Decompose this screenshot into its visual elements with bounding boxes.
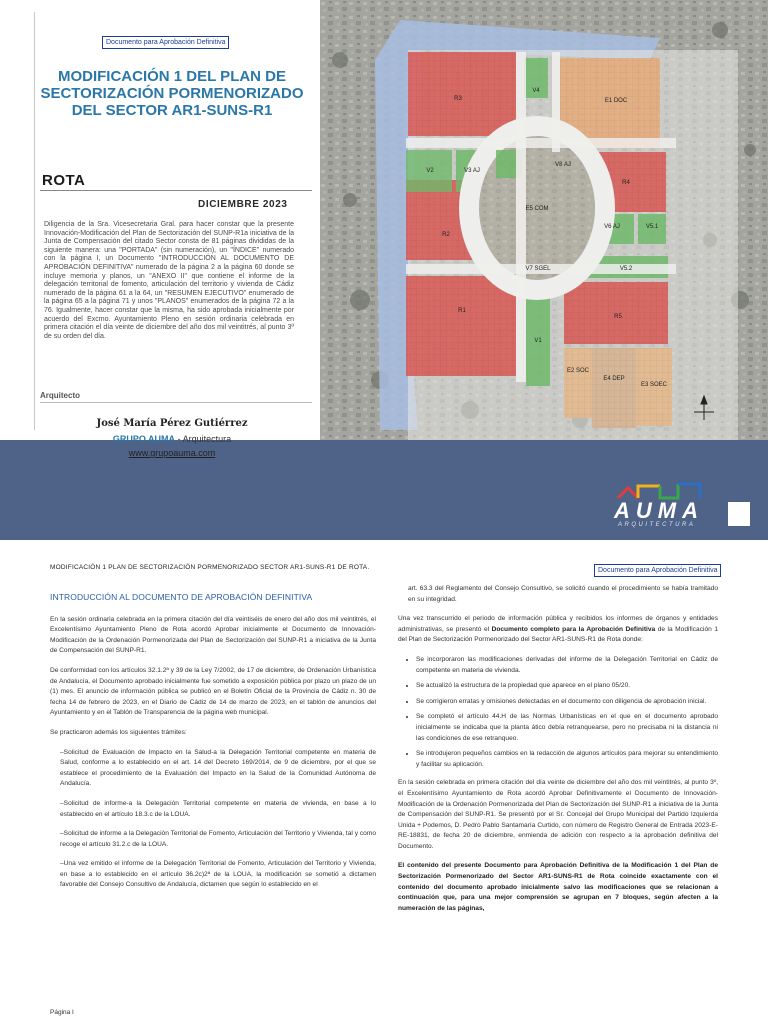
- map-label-v52: V5.2: [619, 266, 633, 272]
- map-label-r3: R3: [454, 96, 462, 102]
- procedure-item: –Una vez emitido el informe de la Delegación Territorial de Fomento, Articulación del Territorio y Vivienda, en base a lo establecido en el artículo 36.2c)2ª de la LOUA, la modificación se sometió a dictamen favorable del Consejo Consultivo de Andalucía, dictamen que según lo establecido en el: [60, 860, 376, 889]
- auma-logo: [604, 478, 714, 526]
- architect-divider: [40, 402, 312, 403]
- website-link[interactable]: www.grupoauma.com: [128, 448, 216, 458]
- introduction-page: [0, 552, 768, 1024]
- changes-list: [398, 655, 718, 770]
- architect-name: José María Pérez Gutiérrez: [96, 418, 248, 429]
- map-label-v4: V4: [532, 88, 540, 94]
- paragraph: art. 63.3 del Reglamento del Consejo Consultivo, se solicitó cuando el procedimiento se había tramitado en su integridad.: [408, 585, 718, 603]
- map-label-e5: E5 COM: [525, 206, 549, 212]
- sector-plan-map: [320, 0, 768, 440]
- title-divider: [40, 190, 312, 191]
- group-role: - Arquitectura: [175, 434, 232, 444]
- text-run: Una vez transcurrido el periodo de información pública y recibidos los informes de órganos y entidades administrativas, se presentó el: [398, 615, 718, 633]
- cover-vertical-rule: [34, 12, 35, 430]
- document-title: MODIFICACIÓN 1 DEL PLAN DE SECTORIZACIÓN PORMENORIZADO DEL SECTOR AR1-SUNS-R1: [40, 68, 304, 119]
- paragraph: [398, 614, 718, 646]
- page-header: MODIFICACIÓN 1 PLAN DE SECTORIZACIÓN PORMENORIZADO SECTOR AR1-SUNS-R1 DE ROTA.: [50, 564, 370, 571]
- cover-text-panel: [0, 0, 320, 440]
- approval-stamp-page2: Documento para Aprobación Definitiva: [594, 564, 721, 577]
- map-label-r4: R4: [622, 180, 630, 186]
- diligence-text: Diligencia de la Sra. Vicesecretaria Gral. para hacer constar que la presente Innovación-Modificación del Plan de Sectorización del SUNP-R1a iniciativa de la Junta de Compensación del citado Sector consta de 81 páginas divididas de la siguiente manera: una "PORTADA" (sin numeración), un "ÍNDICE" numerado con la página I, un Documento "INTRODUCCIÓN AL DOCUMENTO DE APROBACIÓN DEFINITIVA" numerado de la página 2 a la página 60 donde se incluye memoria y planos, un "ANEXO II" que contiene el informe de la delegación territorial de fomento, articulación del territorio y vivienda de Cádiz numerado de la página 61 a la 64, un "RESUMEN EJECUTIVO" enumerado de la página 65 a la página 71 y unos "PLANOS" enumerados de la página 72 a la 76. Igualmente, hacer constar que la misma, ha sido aprobada inicialmente por acuerdo del Excmo. Ayuntamiento Pleno en sesión ordinaria celebrada en primera citación el día veinte de diciembre del año dos mil veintitrés, al punto 3º de su orden del día.: [44, 221, 294, 340]
- list-item: • Se actualizó la estructura de la propiedad que aparece en el plano 05/20.: [416, 681, 718, 692]
- architect-label: Arquitecto: [40, 391, 80, 400]
- procedure-item: –Solicitud de Evaluación de Impacto en la Salud-a la Delegación Territorial competente en materia de Salud, conforme a lo establecido en el art. 14 del Decreto 169/2014, de 9 de diciembre, por el que se establece el procedimiento de la Evaluación del Impacto en la Salud de la Comunidad Autónoma de Andalucía.: [60, 748, 376, 788]
- right-column: [398, 584, 718, 923]
- text-run: de la Modificación 1 del Plan de Sectorización Pormenorizado del Sector AR1-SUNS-R1 de Rota donde:: [398, 625, 718, 644]
- paragraph: Se practicaron además los siguientes trámites:: [50, 728, 187, 736]
- auma-logo-sub: ARQUITECTURA: [618, 522, 696, 528]
- list-item: • Se incorporaron las modificaciones derivadas del informe de la Delegación Territorial en Cádiz de competente en materia de vivienda.: [416, 655, 718, 676]
- approval-stamp: Documento para Aprobación Definitiva: [102, 36, 229, 49]
- group-name: GRUPO AUMA: [112, 434, 176, 444]
- paragraph: En la sesión celebrada en primera citación del día veinte de diciembre del año dos mil veintitrés, al punto 3º, el Excelentísimo Ayuntamiento de Rota acordó Aprobar Definitivamente el Documento de Innovación-Modificación de la Ordenación Pormenorizada del Plan de Sectorización del SUNP-R1 a iniciativa de la Junta de Compensación del SUNP-R1. Se presentó por el Sr. Concejal del Grupo Municipal del Partido Izquierda Unida + Podemos, D. Pedro Pablo Santamaría Curtido, con número de Registro General de Entrada 2023-E-RE-18831, de fecha 20 de diciembre, enmienda de adición con respecto a la aprobación definitiva del Documento.: [398, 779, 718, 850]
- paragraph-bold: El contenido del presente Documento para Aprobación Definitiva de la Modificación 1 del Plan de Sectorización Pormenorizado del Sector AR1-SUNS-R1 de Rota coincide exactamente con el contenido del documento aprobado inicialmente salvo las modificaciones que se relacionan a continuación que, para una mejor comprensión se agrupan en 7 bloques, según afecten a la numeración de las páginas,: [398, 862, 718, 912]
- list-item: • Se corrigieron erratas y omisiones detectadas en el documento con diligencia de aprobación inicial.: [416, 697, 718, 708]
- map-label-e2: E2 SOC: [566, 368, 590, 374]
- map-label-e3: E3 SOEC: [640, 382, 668, 388]
- map-label-r1: R1: [458, 308, 466, 314]
- map-label-v1: V1: [534, 338, 542, 344]
- map-label-r5: R5: [614, 314, 622, 320]
- map-label-v7: V7 SGEL: [525, 266, 551, 272]
- map-label-v6: V6 AJ: [604, 224, 620, 230]
- city-label: ROTA: [42, 172, 86, 189]
- section-title: INTRODUCCIÓN AL DOCUMENTO DE APROBACIÓN DEFINITIVA: [50, 592, 313, 602]
- map-label-v3: V3 AJ: [464, 168, 480, 174]
- procedure-item: –Solicitud de informe a la Delegación Territorial de Fomento, Articulación del Territorio y Vivienda, tal y como recoge el artículo 31.2.c de la LOUA.: [60, 830, 376, 848]
- paragraph: En la sesión ordinaria celebrada en la primera citación del día veintiséis de enero del año dos mil veintitrés, el Excelentísimo Ayuntamiento Pleno de Rota acordó Aprobar inicialmente el Documento de Innovación-Modificación de la Ordenación Pormenorizada del Plan de Sectorización del SUNP-R1 a iniciativa de la Junta de Compensación del SUNP-R1.: [50, 615, 376, 655]
- page-number: Página I: [50, 1009, 74, 1016]
- text-run-bold: Documento completo para la Aprobación Definitiva: [491, 625, 656, 633]
- document-date: DICIEMBRE 2023: [198, 199, 288, 210]
- corner-box: [728, 502, 750, 526]
- map-label-r2: R2: [442, 232, 450, 238]
- architect-group: [40, 434, 304, 444]
- paragraph: De conformidad con los artículos 32.1.2ª y 39 de la Ley 7/2002, de 17 de diciembre, de Ordenación Urbanística de Andalucía, el Documento aprobado inicialmente fue sometido a exposición pública por plazo un plazo de un (1) mes. El anuncio de información pública se publicó en el Boletín Oficial de la Provincia de Cádiz n. 30 de fecha 14 de febrero de 2023, en el Diario de Cádiz de 14 de marzo de 2023, en el tablón de anuncios del Ayuntamiento y en el Tablón de Transparencia de la página web municipal.: [50, 666, 376, 717]
- map-label-v51: V5.1: [645, 224, 659, 230]
- map-label-e4: E4 DEP: [603, 376, 625, 382]
- auma-logo-word: AUMA: [614, 498, 704, 523]
- map-label-v8: V8 AJ: [555, 162, 571, 168]
- map-label-e1: E1 DOC: [604, 98, 628, 104]
- left-column: [50, 592, 376, 900]
- list-item: • Se completó el artículo 44.H de las Normas Urbanísticas en el que en el documento aprobado inicialmente se indicaba que la planta ático debía retranquearse, pero no precisaba ni la distancia ni las condiciones de ese retranqueo.: [416, 712, 718, 744]
- map-label-v2: V2: [426, 168, 434, 174]
- procedure-item: –Solicitud de informe-a la Delegación Territorial competente en materia de vivienda, en base a lo establecido en el artículo 18.3.c de la LOUA.: [60, 799, 376, 818]
- list-item: • Se introdujeron pequeños cambios en la redacción de algunos artículos para mejorar su entendimiento y facilitar su aplicación.: [416, 749, 718, 770]
